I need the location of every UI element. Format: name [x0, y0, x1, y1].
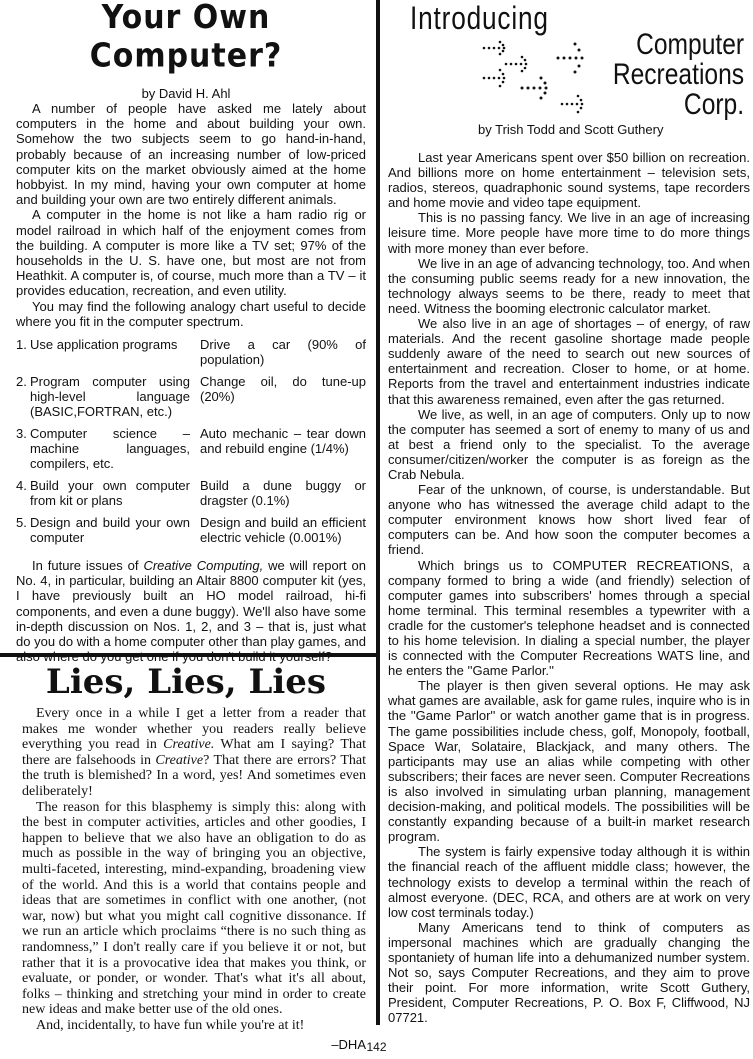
car-analogy: Design and build an efficient electric vehicle (0.001%) [200, 515, 366, 546]
analogy-chart [16, 337, 366, 552]
computer-level: Program computer using high-level language (BASIC,FORTRAN, etc.) [30, 374, 190, 420]
computer-level: Build your own computer from kit or plans [30, 478, 190, 509]
company-name-line: Recreations [612, 58, 744, 91]
article-body [388, 150, 750, 1025]
paragraph: A number of people have asked me lately about computers in the home and about building your own. Somehow the two subjects seem to go hand-in-hand, probably because of an increasing number of low-priced computer kits on the market obviously aimed at the home hobbyist. In my mind, having your own computer at home and building your own are two entirely different animals. [16, 101, 366, 208]
paragraph [22, 706, 366, 800]
paragraph: We live, as well, in an age of computers. Only up to now the computer has seemed a sort of enemy to many of us and at best a friend only to the specialist. To the average consumer/citizen/worker the computer is as foreign as the Crab Nebula. [388, 406, 750, 482]
text: ? That there are errors? That the truth is blemished? In a word, yes! And sometimes even deliberately! [22, 752, 366, 799]
car-analogy: Auto mechanic – tear down and rebuild engine (1/4%) [200, 426, 366, 457]
arrow-4-icon [521, 77, 548, 100]
article-byline: by David H. Ahl [141, 86, 231, 101]
dotted-arrows-icon [478, 38, 608, 118]
chart-row [16, 515, 366, 552]
arrow-5-icon [557, 43, 584, 74]
paragraph: We live in an age of advancing technology, too. And when the consuming public seems ready for a new innovation, the technology always seems to be there, ready to meet that need. Witness the booming electronic calculator market. [388, 255, 750, 316]
paragraph: Which brings us to COMPUTER RECREATIONS, a company formed to bring a wide (and friendly) selection of computer games into subscribers' homes through a special home terminal. This terminal resembles a typewriter with a cradle for the customer's telephone headset and is connected to his home television. In dialing a special number, the player is connected with the Computer Recreations WATS line, and he enters the ''Game Parlor.'' [388, 557, 750, 679]
text: we will report on No. 4, in particular, building an Altair 8800 computer kit (yes, I have previously built an HO model railroad, hi-fi components, and even a dune buggy). We'll also have some in-depth discussion on Nos. 1, 2, and 3 – that is, just what do you do with a home computer other than play games, and also where do you get one if you don't build it yourself? [16, 558, 366, 665]
page-number: 142 [366, 1040, 387, 1054]
paragraph: The player is then given several options. He may ask what games are available, ask for game rules, inquire who is in the ''Game Parlor'' or watch another game that is in progress. The game possibilities include chess, golf, Monopoly, football, Space War, Solataire, Blackjack, and many others. The participants may use an alias while competing with other subscribers; their faces are never seen. Computer Recreations is also involved in simulating urban planning, management decision-making, and political models. The possibilities will be constantly expanding because of a built-in market research program. [388, 678, 751, 845]
computer-level: Use application programs [30, 337, 178, 353]
headline-introducing: Introducing [410, 0, 549, 36]
article-byline: by Trish Todd and Scott Guthery [478, 122, 664, 137]
text: What am I saying? That there are falsehoods in [22, 737, 366, 768]
row-number: 4. [16, 478, 27, 494]
paragraph: The system is fairly expensive today although it is within the financial reach of the affluent middle class; however, the technology exists to develop a terminal within the reach of almost everyone. (DEC, RCA, and others are at work on very low cost terminals today.) [388, 844, 750, 920]
arrow-1-icon [483, 41, 506, 56]
magazine-name: Creative. [163, 737, 215, 753]
paragraph: We also live in an age of shortages – of energy, of raw materials. And the recent gasoline shortage made people suddenly aware of the need to search out new sources of entertainment and recreation. Closer to home, or at home. Reports from the travel and entertainment industries indicate that this awareness remained, even after the gas returned. [388, 316, 750, 407]
paragraph: Last year Americans spent over $50 billion on recreation. And billions more on home entertainment – television sets, radios, stereos, quadraphonic sound systems, tape recorders and home movie and video tape equipment. [388, 150, 750, 211]
chart-row [16, 337, 366, 374]
car-analogy: Build a dune buggy or dragster (0.1%) [200, 478, 366, 509]
company-name-line: Computer [635, 28, 744, 61]
row-number: 5. [16, 515, 27, 531]
car-analogy: Drive a car (90% of population) [200, 337, 366, 368]
arrow-2-icon [505, 56, 528, 73]
paragraph: A computer in the home is not like a ham radio rig or model railroad in which half of the enjoyment comes from the building. A computer is more like a TV set; 97% of the households in the U. S. have one, but most are not from Heathkit. A computer is, of course, much more than a TV – it provides education, recreation, and even utility. [16, 207, 366, 299]
signature: –DHA [331, 1037, 366, 1053]
magazine-name: Creative Computing, [143, 558, 264, 574]
editorial-body [0, 706, 372, 1053]
article-body [0, 101, 372, 664]
paragraph: This is no passing fancy. We live in an age of increasing leisure time. More people have more time to do more things with more money than ever before. [388, 210, 750, 256]
paragraph: The reason for this blasphemy is simply this: along with the best in computer activities, articles and other goodies, I happen to believe that we also have an obligation to do as much as possible in the way of bringing you an objective, multi-faceted, interesting, mind-expanding, broadening view of the world. And this is a world that contains people and ideas that are sometimes in conflict with one another, (not war, now) but what you might call cognitive dissonance. If we run an article which proclaims “there is no such thing as randomness,” I don't really care if you believe it or not, but rather that it is a provocative idea that makes you think, or evaluate, or ponder, or wonder. That's what it's all about, folks – thinking and stretching your mind in order to create new ideas and make better use of the old ones. [22, 799, 366, 1018]
article-your-own-computer [0, 0, 372, 664]
paragraph: Many Americans tend to think of computers as impersonal machines which are gradually changing the spontaniety of human life into a dehumanized number system. Not so, says Computer Recreations, and they aim to prove their point. For more information, write Scott Guthery, President, Computer Recreations, P. O. Box F, Cliffwood, NJ 07721. [388, 919, 750, 1026]
arrow-3-icon [483, 69, 506, 88]
chart-row [16, 426, 366, 478]
paragraph: You may find the following analogy chart useful to decide where you fit in the computer spectrum. [16, 298, 366, 329]
computer-level: Design and build your own computer [30, 515, 190, 546]
magazine-name: Creative [155, 752, 204, 768]
paragraph: And, incidentally, to have fun while you're at it! [36, 1017, 305, 1033]
car-analogy: Change oil, do tune-up (20%) [200, 374, 366, 405]
company-name-line: Corp. [683, 88, 744, 121]
chart-row [16, 478, 366, 515]
paragraph: Fear of the unknown, of course, is understandable. But anyone who has witnessed the average child adapt to the computer environment knows how short lived fear of computers can be. And how soon the computer becomes a friend. [388, 482, 750, 558]
arrow-6-icon [561, 95, 584, 114]
computer-level: Computer science – machine languages, compilers, etc. [30, 426, 190, 472]
row-number: 2. [16, 374, 27, 390]
row-number: 1. [16, 337, 27, 353]
article-computer-recreations [388, 0, 750, 1030]
company-name [613, 30, 744, 120]
chart-row [16, 374, 366, 426]
text: Every once in a while I get a letter from a reader that makes me wonder whether you readers really believe everything you read in [22, 706, 366, 753]
article-title: Your Own Computer? [89, 0, 283, 76]
editorial-title: Lies, Lies, Lies [45, 662, 327, 702]
row-number: 3. [16, 426, 27, 442]
text: In future issues of [32, 558, 144, 574]
paragraph-future-issues [16, 558, 366, 664]
column-divider [376, 0, 380, 1025]
